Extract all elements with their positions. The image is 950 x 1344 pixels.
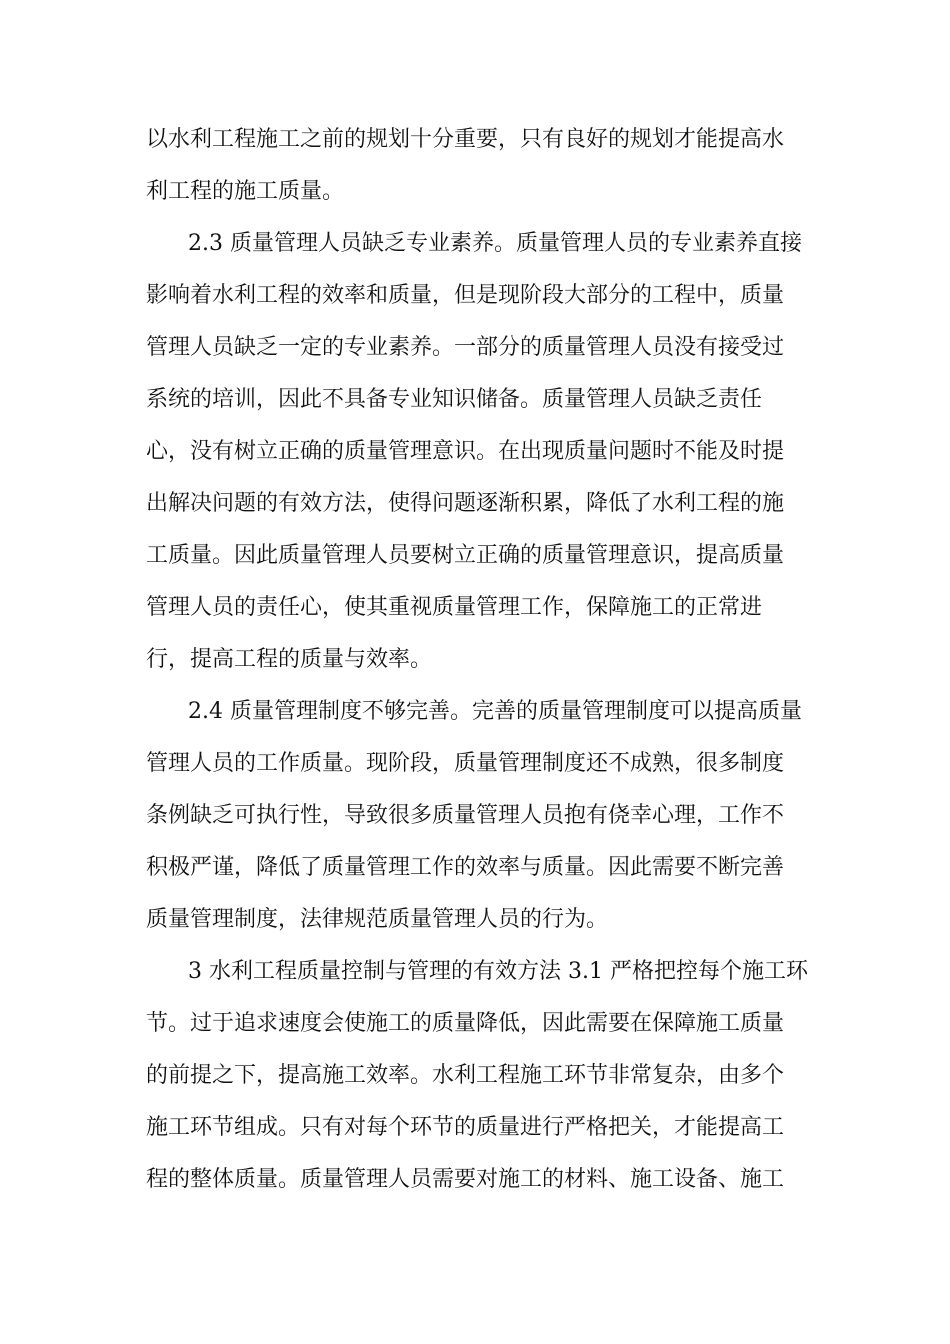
text-line: 心，没有树立正确的质量管理意识。在出现质量问题时不能及时提 [146,439,785,464]
text-line: 积极严谨，降低了质量管理工作的效率与质量。因此需要不断完善 [146,855,785,880]
text-line: 工质量。因此质量管理人员要树立正确的质量管理意识，提高质量 [146,543,785,568]
text-line: 行，提高工程的质量与效率。 [146,647,433,672]
text-line: 2.4 质量管理制度不够完善。完善的质量管理制度可以提高质量 [188,699,802,724]
text-line: 2.3 质量管理人员缺乏专业素养。质量管理人员的专业素养直接 [188,231,802,256]
text-line: 3 水利工程质量控制与管理的有效方法 3.1 严格把控每个施工环 [188,959,808,984]
text-line: 节。过于追求速度会使施工的质量降低，因此需要在保障施工质量 [146,1011,785,1036]
text-line: 影响着水利工程的效率和质量，但是现阶段大部分的工程中，质量 [146,283,785,308]
text-line: 程的整体质量。质量管理人员需要对施工的材料、施工设备、施工 [146,1167,785,1192]
text-line: 施工环节组成。只有对每个环节的质量进行严格把关，才能提高工 [146,1115,785,1140]
text-line: 的前提之下，提高施工效率。水利工程施工环节非常复杂，由多个 [146,1063,785,1088]
text-line: 利工程的施工质量。 [146,179,345,204]
text-line: 质量管理制度，法律规范质量管理人员的行为。 [146,907,609,932]
text-line: 管理人员缺乏一定的专业素养。一部分的质量管理人员没有接受过 [146,335,785,360]
text-line: 出解决问题的有效方法，使得问题逐渐积累，降低了水利工程的施 [146,491,785,516]
text-line: 系统的培训，因此不具备专业知识储备。质量管理人员缺乏责任 [146,387,763,412]
text-line: 管理人员的责任心，使其重视质量管理工作，保障施工的正常进 [146,595,763,620]
text-line: 以水利工程施工之前的规划十分重要，只有良好的规划才能提高水 [146,127,785,152]
text-line: 管理人员的工作质量。现阶段，质量管理制度还不成熟，很多制度 [146,751,785,776]
text-line: 条例缺乏可执行性，导致很多质量管理人员抱有侥幸心理，工作不 [146,803,785,828]
